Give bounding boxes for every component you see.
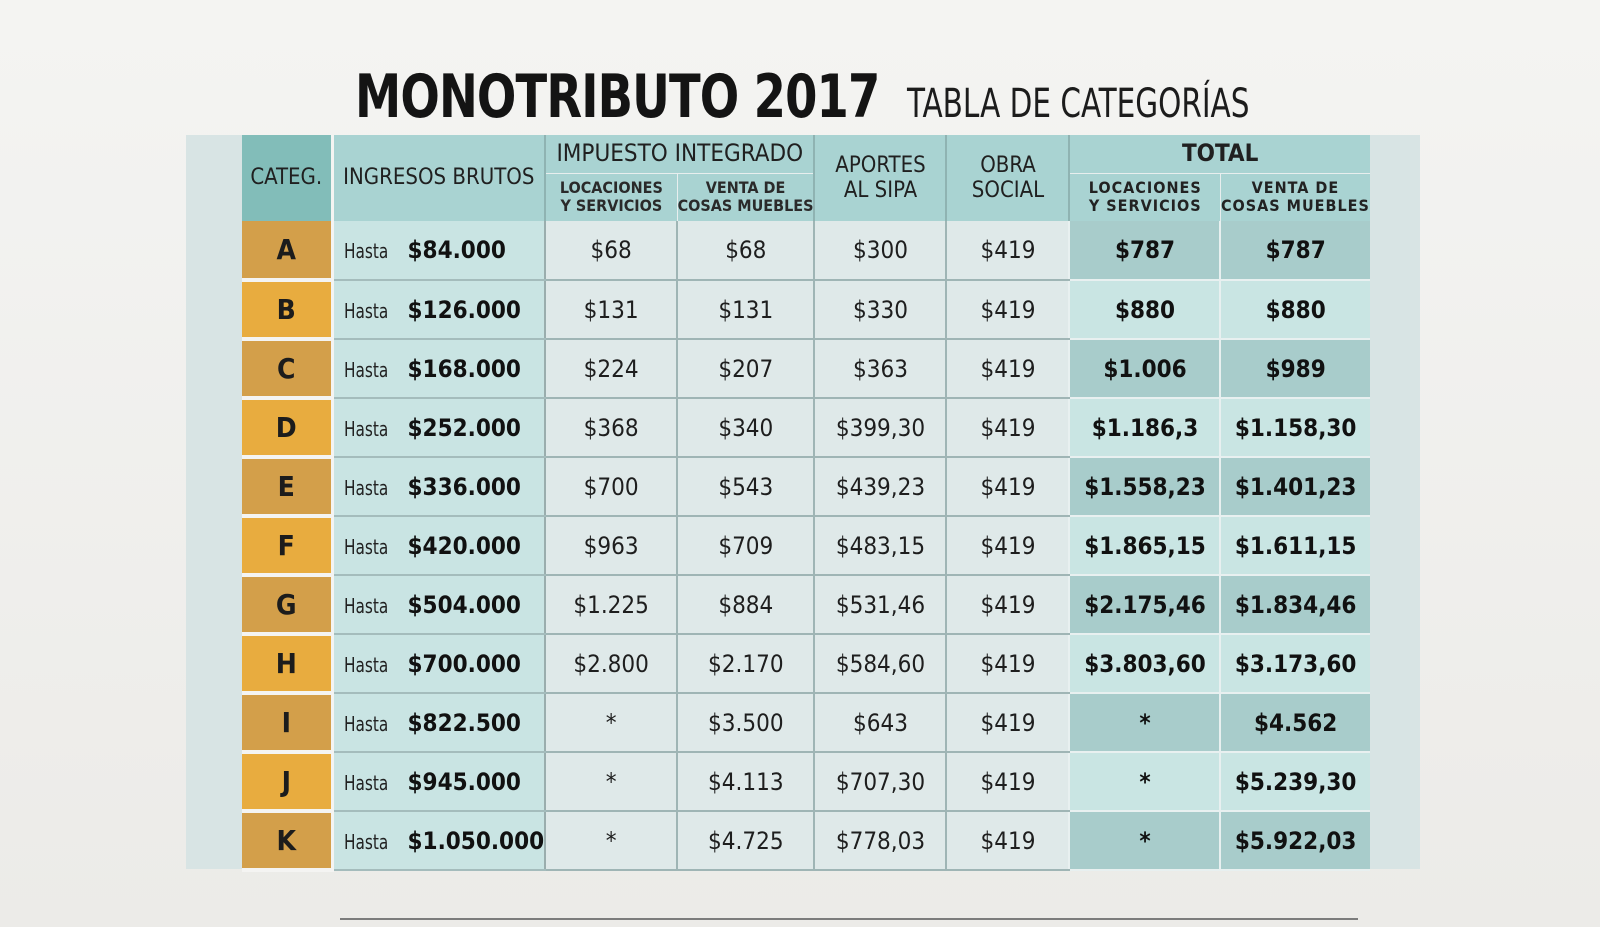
impuesto-venta-value: $68 — [725, 236, 767, 264]
total-locaciones-value: $1.865,15 — [1084, 531, 1206, 560]
impuesto-locaciones-value: $700 — [583, 472, 639, 501]
category-letter — [242, 516, 332, 575]
total-locaciones-value: $3.803,60 — [1084, 649, 1206, 678]
total-locaciones-value: * — [1139, 767, 1151, 796]
impuesto-locaciones-cell — [545, 280, 677, 339]
impuesto-venta-value: $543 — [718, 472, 774, 501]
aportes-sipa-cell — [814, 575, 946, 634]
total-locaciones-cell — [1069, 221, 1220, 280]
bottom-divider — [340, 918, 1358, 920]
table-row — [242, 398, 1370, 457]
category-letter-text: K — [276, 824, 297, 857]
impuesto-venta-value: $4.113 — [708, 767, 784, 796]
category-letter — [242, 398, 332, 457]
obra-social-cell — [946, 457, 1069, 516]
header-impuesto-integrado: IMPUESTO INTEGRADO — [545, 135, 814, 173]
ingresos-brutos-cell — [332, 752, 545, 811]
total-venta-value: $989 — [1265, 354, 1326, 383]
total-venta-cell — [1220, 693, 1369, 752]
category-letter-text: D — [275, 411, 297, 444]
impuesto-locaciones-value: $1.225 — [573, 590, 649, 619]
total-venta-value: $880 — [1265, 295, 1326, 324]
obra-social-value: $419 — [980, 767, 1036, 796]
category-letter — [242, 634, 332, 693]
aportes-sipa-value: $439,23 — [835, 472, 926, 501]
impuesto-venta-cell — [677, 280, 814, 339]
impuesto-locaciones-cell — [545, 516, 677, 575]
category-letter-text: C — [277, 352, 296, 385]
total-locaciones-value: $1.558,23 — [1084, 472, 1206, 501]
obra-social-cell — [946, 516, 1069, 575]
category-letter — [242, 221, 332, 280]
ingresos-value: $336.000 — [407, 472, 521, 501]
impuesto-locaciones-value: $131 — [583, 295, 639, 324]
header-imp-venta-line1: VENTA DE — [705, 177, 786, 197]
total-venta-cell — [1220, 811, 1369, 870]
title-main: MONOTRIBUTO 2017 — [355, 62, 880, 132]
table-row — [242, 221, 1370, 280]
total-locaciones-cell — [1069, 339, 1220, 398]
obra-social-cell — [946, 693, 1069, 752]
ingresos-brutos-cell — [332, 516, 545, 575]
header-ingresos: INGRESOS BRUTOS — [332, 135, 545, 221]
header-imp-loc-line1: LOCACIONES — [559, 177, 663, 197]
impuesto-venta-value: $131 — [718, 295, 774, 324]
ingresos-brutos-cell — [332, 339, 545, 398]
obra-social-value: $419 — [980, 354, 1036, 383]
obra-social-cell — [946, 575, 1069, 634]
total-venta-value: $1.834,46 — [1234, 590, 1357, 619]
aportes-sipa-value: $531,46 — [835, 590, 926, 619]
impuesto-venta-cell — [677, 693, 814, 752]
impuesto-venta-value: $340 — [718, 413, 774, 442]
impuesto-venta-cell — [677, 811, 814, 870]
total-venta-value: $3.173,60 — [1234, 649, 1357, 678]
header-tot-venta-line2: COSAS MUEBLES — [1220, 196, 1370, 216]
total-venta-cell — [1220, 221, 1369, 280]
category-letter-text: B — [276, 293, 296, 326]
obra-social-cell — [946, 221, 1069, 280]
category-letter-text: H — [275, 647, 297, 680]
impuesto-locaciones-value: $368 — [583, 413, 639, 442]
impuesto-venta-cell — [677, 339, 814, 398]
total-locaciones-cell — [1069, 516, 1220, 575]
impuesto-venta-cell — [677, 634, 814, 693]
table-row — [242, 811, 1370, 870]
hasta-label: Hasta — [343, 652, 388, 677]
total-locaciones-value: * — [1139, 826, 1151, 855]
total-locaciones-cell — [1069, 811, 1220, 870]
total-locaciones-cell — [1069, 280, 1220, 339]
obra-social-value: $419 — [980, 708, 1036, 737]
impuesto-locaciones-cell — [545, 575, 677, 634]
ingresos-brutos-cell — [332, 398, 545, 457]
total-locaciones-cell — [1069, 634, 1220, 693]
hasta-label: Hasta — [343, 416, 388, 441]
total-venta-value: $4.562 — [1254, 708, 1338, 737]
total-venta-cell — [1220, 457, 1369, 516]
impuesto-locaciones-cell — [545, 398, 677, 457]
table-row — [242, 457, 1370, 516]
total-venta-cell — [1220, 634, 1369, 693]
aportes-sipa-value: $330 — [853, 295, 908, 324]
impuesto-venta-value: $3.500 — [708, 708, 784, 737]
impuesto-venta-cell — [677, 221, 814, 280]
obra-social-cell — [946, 339, 1069, 398]
ingresos-value: $252.000 — [407, 413, 521, 442]
total-locaciones-cell — [1069, 752, 1220, 811]
total-locaciones-value: $880 — [1114, 295, 1176, 324]
obra-social-value: $419 — [980, 472, 1036, 501]
category-letter — [242, 575, 332, 634]
ingresos-value: $126.000 — [407, 295, 521, 324]
categories-table — [242, 135, 1370, 872]
aportes-sipa-value: $707,30 — [835, 767, 926, 796]
header-obra-line2: SOCIAL — [971, 178, 1045, 203]
ingresos-brutos-cell — [332, 634, 545, 693]
obra-social-cell — [946, 280, 1069, 339]
impuesto-venta-value: $4.725 — [708, 826, 784, 855]
impuesto-locaciones-value: * — [605, 708, 617, 737]
ingresos-brutos-cell — [332, 811, 545, 870]
impuesto-venta-cell — [677, 752, 814, 811]
ingresos-brutos-cell — [332, 457, 545, 516]
header-categ: CATEG. — [242, 135, 332, 221]
ingresos-value: $700.000 — [407, 649, 521, 678]
total-venta-cell — [1220, 516, 1369, 575]
aportes-sipa-cell — [814, 693, 946, 752]
obra-social-value: $419 — [980, 649, 1036, 678]
impuesto-locaciones-value: * — [605, 826, 617, 855]
page-title — [355, 62, 1324, 132]
impuesto-locaciones-cell — [545, 634, 677, 693]
category-letter — [242, 693, 332, 752]
total-venta-cell — [1220, 280, 1369, 339]
ingresos-value: $420.000 — [407, 531, 521, 560]
impuesto-locaciones-cell — [545, 693, 677, 752]
obra-social-value: $419 — [980, 590, 1036, 619]
impuesto-venta-value: $2.170 — [708, 649, 784, 678]
total-venta-cell — [1220, 339, 1369, 398]
ingresos-value: $945.000 — [407, 767, 521, 796]
category-letter-text: J — [281, 765, 291, 798]
category-letter-text: I — [281, 706, 291, 739]
impuesto-venta-cell — [677, 575, 814, 634]
obra-social-value: $419 — [980, 531, 1036, 560]
table-row — [242, 280, 1370, 339]
category-letter — [242, 339, 332, 398]
ingresos-value: $168.000 — [407, 354, 521, 383]
aportes-sipa-cell — [814, 280, 946, 339]
impuesto-venta-value: $207 — [718, 354, 774, 383]
impuesto-locaciones-cell — [545, 752, 677, 811]
header-imp-venta-line2: COSAS MUEBLES — [677, 196, 814, 216]
hasta-label: Hasta — [343, 711, 388, 736]
total-venta-cell — [1220, 752, 1369, 811]
aportes-sipa-cell — [814, 634, 946, 693]
obra-social-cell — [946, 811, 1069, 870]
impuesto-locaciones-value: $963 — [583, 531, 639, 560]
impuesto-locaciones-value: $68 — [590, 236, 632, 264]
obra-social-value: $419 — [980, 413, 1036, 442]
total-venta-value: $1.401,23 — [1234, 472, 1357, 501]
hasta-label: Hasta — [343, 593, 388, 618]
header-aportes-line2: AL SIPA — [843, 178, 918, 203]
ingresos-value: $1.050.000 — [407, 826, 545, 855]
hasta-label: Hasta — [343, 357, 388, 382]
total-venta-value: $5.922,03 — [1234, 826, 1357, 855]
header-impuesto-venta — [677, 173, 814, 221]
header-total-venta — [1220, 173, 1369, 221]
aportes-sipa-cell — [814, 752, 946, 811]
header-impuesto-locaciones — [545, 173, 677, 221]
hasta-label: Hasta — [343, 829, 388, 854]
total-locaciones-cell — [1069, 575, 1220, 634]
aportes-sipa-value: $778,03 — [835, 826, 926, 855]
impuesto-locaciones-cell — [545, 457, 677, 516]
total-locaciones-value: $1.186,3 — [1091, 413, 1199, 442]
aportes-sipa-value: $643 — [853, 708, 908, 737]
impuesto-locaciones-cell — [545, 339, 677, 398]
hasta-label: Hasta — [343, 475, 388, 500]
header-imp-loc-line2: Y SERVICIOS — [560, 196, 663, 216]
header-tot-loc-line2: Y SERVICIOS — [1088, 196, 1202, 216]
ingresos-value: $822.500 — [407, 708, 521, 737]
table-row — [242, 339, 1370, 398]
aportes-sipa-cell — [814, 811, 946, 870]
obra-social-value: $419 — [980, 236, 1036, 264]
ingresos-brutos-cell — [332, 693, 545, 752]
impuesto-venta-cell — [677, 516, 814, 575]
total-locaciones-cell — [1069, 398, 1220, 457]
header-tot-loc-line1: LOCACIONES — [1088, 177, 1202, 197]
header-tot-venta-line1: VENTA DE — [1251, 177, 1340, 197]
impuesto-venta-value: $709 — [718, 531, 774, 560]
title-sub: TABLA DE CATEGORÍAS — [906, 81, 1250, 127]
aportes-sipa-value: $363 — [853, 354, 908, 383]
impuesto-venta-value: $884 — [718, 590, 774, 619]
table-row — [242, 693, 1370, 752]
impuesto-locaciones-cell — [545, 811, 677, 870]
total-venta-value: $5.239,30 — [1234, 767, 1357, 796]
category-letter — [242, 752, 332, 811]
obra-social-cell — [946, 634, 1069, 693]
table-row — [242, 516, 1370, 575]
aportes-sipa-value: $399,30 — [835, 413, 926, 442]
obra-social-cell — [946, 398, 1069, 457]
header-aportes-sipa — [814, 135, 946, 221]
category-letter-text: E — [277, 470, 295, 503]
ingresos-value: $504.000 — [407, 590, 521, 619]
category-letter — [242, 811, 332, 870]
impuesto-locaciones-cell — [545, 221, 677, 280]
total-locaciones-value: $1.006 — [1103, 354, 1187, 383]
aportes-sipa-value: $483,15 — [835, 531, 926, 560]
header-total-locaciones — [1069, 173, 1220, 221]
obra-social-value: $419 — [980, 826, 1036, 855]
header-obra-social — [946, 135, 1069, 221]
impuesto-locaciones-value: $2.800 — [573, 649, 649, 678]
table-body — [242, 221, 1370, 870]
table-row — [242, 634, 1370, 693]
total-venta-cell — [1220, 575, 1369, 634]
total-locaciones-value: $787 — [1114, 236, 1176, 264]
ingresos-brutos-cell — [332, 280, 545, 339]
aportes-sipa-cell — [814, 457, 946, 516]
hasta-label: Hasta — [343, 239, 388, 263]
category-letter-text: A — [276, 233, 296, 266]
impuesto-venta-cell — [677, 457, 814, 516]
aportes-sipa-value: $584,60 — [835, 649, 926, 678]
table-row — [242, 752, 1370, 811]
header-aportes-line1: APORTES — [835, 152, 926, 178]
impuesto-locaciones-value: $224 — [583, 354, 639, 383]
hasta-label: Hasta — [343, 770, 388, 795]
ingresos-value: $84.000 — [407, 236, 506, 264]
ingresos-brutos-cell — [332, 221, 545, 280]
total-venta-value: $787 — [1265, 236, 1326, 264]
total-venta-value: $1.158,30 — [1234, 413, 1357, 442]
header-total: TOTAL — [1069, 135, 1369, 173]
aportes-sipa-cell — [814, 398, 946, 457]
aportes-sipa-value: $300 — [853, 236, 908, 264]
total-locaciones-cell — [1069, 693, 1220, 752]
total-locaciones-cell — [1069, 457, 1220, 516]
total-venta-value: $1.611,15 — [1234, 531, 1357, 560]
table-row — [242, 575, 1370, 634]
total-locaciones-value: * — [1139, 708, 1151, 737]
aportes-sipa-cell — [814, 221, 946, 280]
obra-social-cell — [946, 752, 1069, 811]
hasta-label: Hasta — [343, 534, 388, 559]
category-letter-text: F — [277, 529, 295, 562]
hasta-label: Hasta — [343, 298, 388, 323]
header-obra-line1: OBRA — [980, 152, 1036, 178]
category-letter — [242, 457, 332, 516]
ingresos-brutos-cell — [332, 575, 545, 634]
total-locaciones-value: $2.175,46 — [1084, 590, 1206, 619]
total-venta-cell — [1220, 398, 1369, 457]
category-letter-text: G — [275, 588, 297, 621]
aportes-sipa-cell — [814, 516, 946, 575]
category-letter — [242, 280, 332, 339]
impuesto-locaciones-value: * — [605, 767, 617, 796]
impuesto-venta-cell — [677, 398, 814, 457]
obra-social-value: $419 — [980, 295, 1036, 324]
aportes-sipa-cell — [814, 339, 946, 398]
